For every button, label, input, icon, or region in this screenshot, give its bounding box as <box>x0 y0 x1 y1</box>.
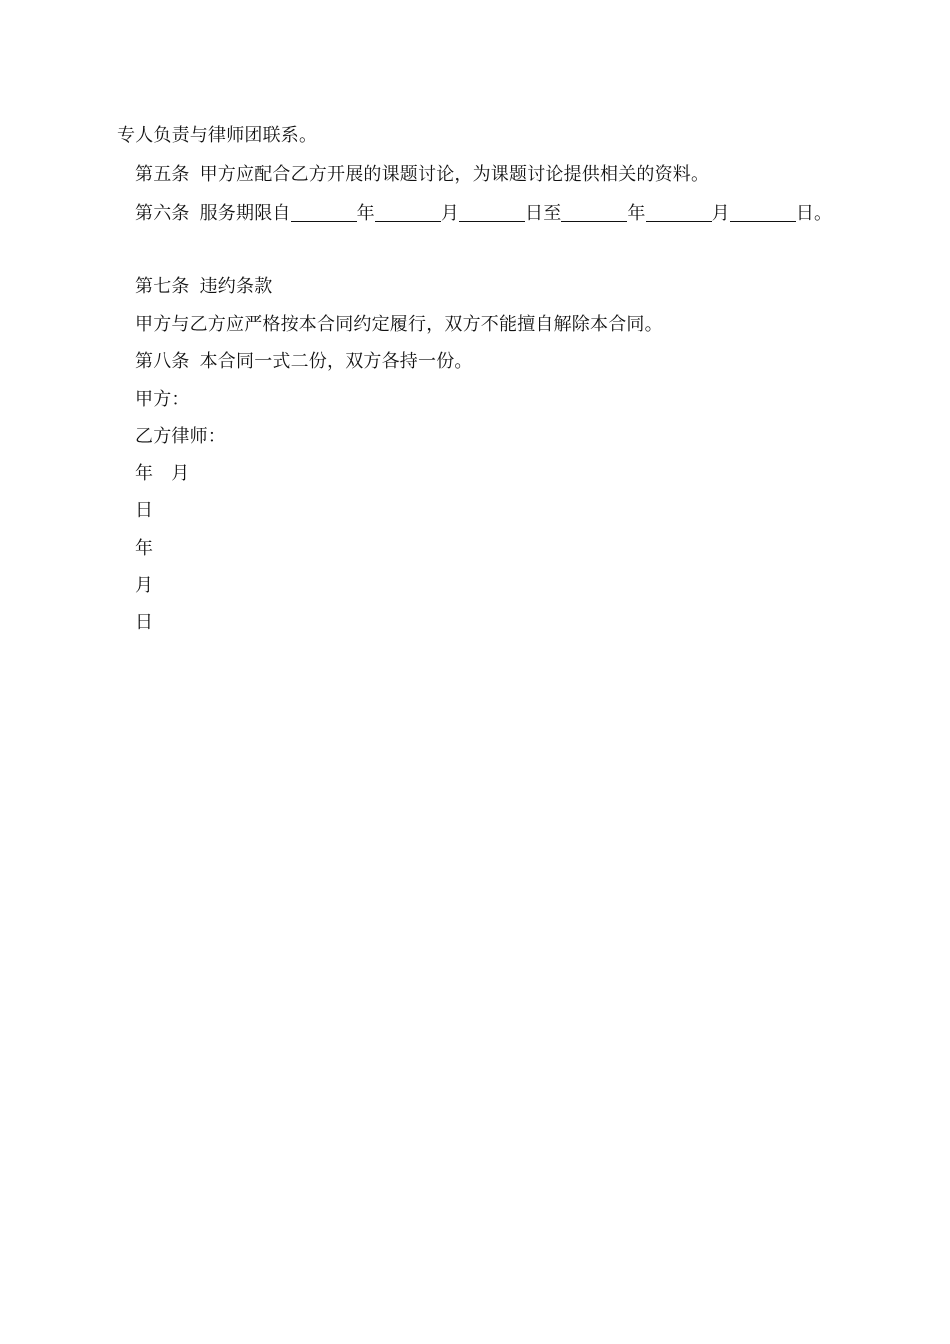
article-5-text: 甲方应配合乙方开展的课题讨论，为课题讨论提供相关的资料。 <box>199 164 710 185</box>
article-8-label: 第八条 <box>135 351 190 372</box>
start-year-blank <box>291 203 357 222</box>
party-a-label: 甲方： <box>135 389 190 410</box>
end-day-unit: 日。 <box>795 203 833 224</box>
article-5-label: 第五条 <box>135 164 190 185</box>
article-5 <box>135 163 709 187</box>
end-month-blank <box>646 203 712 222</box>
end-year-blank <box>561 203 627 222</box>
date-2-month-line <box>135 574 153 598</box>
article-8 <box>135 350 473 374</box>
date-1-year: 年 <box>135 463 154 484</box>
article-6-prefix: 服务期限自 <box>199 203 291 224</box>
end-month-unit: 月 <box>711 203 730 224</box>
article-8-text: 本合同一式二份，双方各持一份。 <box>199 351 473 372</box>
date-2-day-line <box>135 611 153 635</box>
end-year-unit: 年 <box>627 203 646 224</box>
article-7-label: 第七条 <box>135 276 190 297</box>
party-b-signature <box>135 425 226 449</box>
party-a-signature <box>135 388 190 412</box>
article-7-heading <box>135 275 272 299</box>
start-month-unit: 月 <box>440 203 460 224</box>
end-day-blank <box>730 203 796 222</box>
start-day-blank <box>459 203 525 222</box>
start-day-unit: 日至 <box>525 203 562 224</box>
start-year-unit: 年 <box>356 203 375 224</box>
date-2-month: 月 <box>135 575 154 596</box>
article-7-text: 甲方与乙方应严格按本合同约定履行，双方不能擅自解除本合同。 <box>135 314 663 335</box>
article-7-body <box>135 313 663 337</box>
contact-line <box>117 124 317 148</box>
contact-text: 专人负责与律师团联系。 <box>117 125 318 146</box>
date-1-day-line <box>135 499 153 523</box>
date-2-day: 日 <box>135 612 154 633</box>
start-month-blank <box>375 203 441 222</box>
date-2-year: 年 <box>135 538 154 559</box>
date-2-year-line <box>135 537 153 561</box>
date-1-day: 日 <box>135 500 154 521</box>
article-6-label: 第六条 <box>135 203 190 224</box>
date-1-month: 月 <box>171 463 190 484</box>
party-b-label: 乙方律师： <box>135 426 226 447</box>
date-1-year-month <box>135 462 189 486</box>
article-6 <box>135 200 832 226</box>
article-7-title: 违约条款 <box>199 276 273 297</box>
